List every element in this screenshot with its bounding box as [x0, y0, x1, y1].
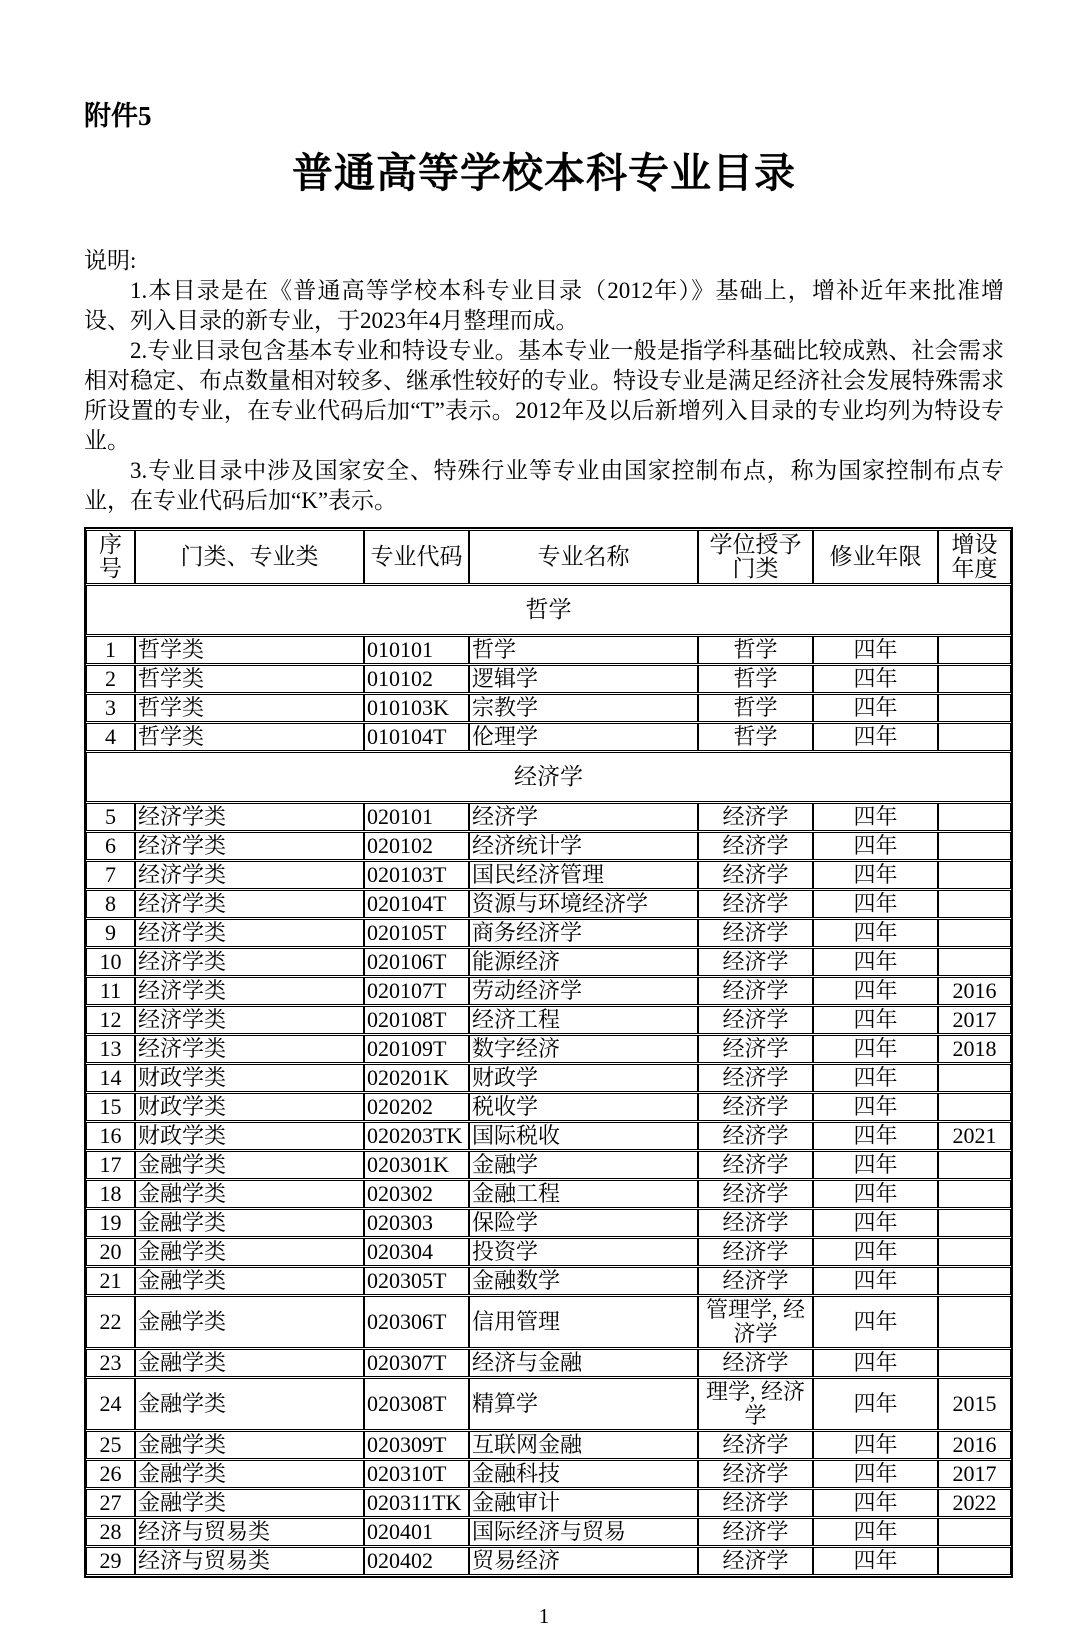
table-row	[86, 1431, 1011, 1459]
years-cell: 四年	[813, 832, 938, 860]
row-number-cell: 9	[86, 919, 135, 947]
degree-cell: 经济学	[698, 1238, 813, 1266]
row-number-cell: 5	[86, 803, 135, 831]
name-cell: 财政学	[469, 1064, 698, 1092]
added-year-cell	[938, 723, 1011, 751]
category-cell: 金融学类	[135, 1209, 364, 1237]
degree-cell: 经济学	[698, 1460, 813, 1488]
name-cell: 保险学	[469, 1209, 698, 1237]
degree-cell: 经济学	[698, 1006, 813, 1034]
added-year-cell	[938, 803, 1011, 831]
added-year-cell	[938, 832, 1011, 860]
section-row	[86, 752, 1011, 802]
name-cell: 宗教学	[469, 694, 698, 722]
name-cell: 逻辑学	[469, 665, 698, 693]
added-year-cell	[938, 861, 1011, 889]
row-number-cell: 25	[86, 1431, 135, 1459]
degree-cell: 经济学	[698, 1035, 813, 1063]
code-cell: 020302	[364, 1180, 469, 1208]
notes-section	[84, 246, 1004, 516]
degree-cell: 经济学	[698, 977, 813, 1005]
table-row	[86, 832, 1011, 860]
added-year-cell	[938, 1349, 1011, 1377]
code-cell: 020102	[364, 832, 469, 860]
category-cell: 金融学类	[135, 1151, 364, 1179]
category-cell: 经济与贸易类	[135, 1547, 364, 1575]
category-cell: 财政学类	[135, 1122, 364, 1150]
name-cell: 商务经济学	[469, 919, 698, 947]
degree-cell: 经济学	[698, 1518, 813, 1546]
row-number-cell: 2	[86, 665, 135, 693]
code-cell: 010101	[364, 636, 469, 664]
category-cell: 金融学类	[135, 1378, 364, 1430]
degree-cell: 经济学	[698, 948, 813, 976]
degree-cell: 经济学	[698, 832, 813, 860]
row-number-cell: 11	[86, 977, 135, 1005]
table-header-cell: 门类、专业类	[135, 530, 364, 584]
added-year-cell	[938, 1151, 1011, 1179]
name-cell: 经济工程	[469, 1006, 698, 1034]
name-cell: 能源经济	[469, 948, 698, 976]
code-cell: 020311TK	[364, 1489, 469, 1517]
row-number-cell: 3	[86, 694, 135, 722]
code-cell: 010102	[364, 665, 469, 693]
row-number-cell: 17	[86, 1151, 135, 1179]
table-row	[86, 1209, 1011, 1237]
code-cell: 020109T	[364, 1035, 469, 1063]
code-cell: 020203TK	[364, 1122, 469, 1150]
category-cell: 金融学类	[135, 1238, 364, 1266]
code-cell: 020401	[364, 1518, 469, 1546]
years-cell: 四年	[813, 723, 938, 751]
code-cell: 020103T	[364, 861, 469, 889]
years-cell: 四年	[813, 1209, 938, 1237]
category-cell: 财政学类	[135, 1093, 364, 1121]
code-cell: 020304	[364, 1238, 469, 1266]
name-cell: 经济学	[469, 803, 698, 831]
code-cell: 010104T	[364, 723, 469, 751]
row-number-cell: 12	[86, 1006, 135, 1034]
name-cell: 国民经济管理	[469, 861, 698, 889]
name-cell: 经济统计学	[469, 832, 698, 860]
added-year-cell	[938, 636, 1011, 664]
years-cell: 四年	[813, 1547, 938, 1575]
page-title: 普通高等学校本科专业目录	[292, 150, 796, 197]
years-cell: 四年	[813, 1122, 938, 1150]
code-cell: 020106T	[364, 948, 469, 976]
category-cell: 金融学类	[135, 1349, 364, 1377]
degree-cell: 哲学	[698, 665, 813, 693]
code-cell: 020307T	[364, 1349, 469, 1377]
code-cell: 020201K	[364, 1064, 469, 1092]
name-cell: 劳动经济学	[469, 977, 698, 1005]
table-row	[86, 1093, 1011, 1121]
years-cell: 四年	[813, 1431, 938, 1459]
catalog-table	[84, 527, 1013, 1578]
name-cell: 数字经济	[469, 1035, 698, 1063]
degree-cell: 经济学	[698, 1093, 813, 1121]
category-cell: 经济学类	[135, 890, 364, 918]
section-label: 经济学	[86, 752, 1011, 802]
degree-cell: 哲学	[698, 723, 813, 751]
added-year-cell: 2021	[938, 1122, 1011, 1150]
years-cell: 四年	[813, 1349, 938, 1377]
catalog-table-head	[86, 530, 1011, 584]
row-number-cell: 6	[86, 832, 135, 860]
added-year-cell	[938, 1547, 1011, 1575]
note-paragraph-3: 3.专业目录中涉及国家安全、特殊行业等专业由国家控制布点，称为国家控制布点专业，在专业代码后加“K”表示。	[84, 457, 1004, 513]
degree-cell: 经济学	[698, 1151, 813, 1179]
category-cell: 哲学类	[135, 636, 364, 664]
added-year-cell: 2016	[938, 1431, 1011, 1459]
added-year-cell	[938, 1093, 1011, 1121]
years-cell: 四年	[813, 948, 938, 976]
table-header-cell: 修业年限	[813, 530, 938, 584]
catalog-table-body	[86, 585, 1011, 1575]
attachment-label: 附件5	[84, 101, 152, 131]
table-row	[86, 1122, 1011, 1150]
table-row	[86, 1378, 1011, 1430]
years-cell: 四年	[813, 890, 938, 918]
table-row	[86, 1064, 1011, 1092]
name-cell: 资源与环境经济学	[469, 890, 698, 918]
table-header-cell: 序号	[86, 530, 135, 584]
table-row	[86, 1267, 1011, 1295]
section-row	[86, 585, 1011, 635]
table-row	[86, 636, 1011, 664]
code-cell: 020108T	[364, 1006, 469, 1034]
row-number-cell: 16	[86, 1122, 135, 1150]
added-year-cell	[938, 665, 1011, 693]
table-row	[86, 723, 1011, 751]
code-cell: 020105T	[364, 919, 469, 947]
name-cell: 投资学	[469, 1238, 698, 1266]
table-row	[86, 1151, 1011, 1179]
table-row	[86, 1006, 1011, 1034]
category-cell: 金融学类	[135, 1296, 364, 1348]
table-row	[86, 1349, 1011, 1377]
added-year-cell	[938, 919, 1011, 947]
added-year-cell	[938, 1064, 1011, 1092]
table-row	[86, 1547, 1011, 1575]
added-year-cell: 2017	[938, 1006, 1011, 1034]
added-year-cell	[938, 890, 1011, 918]
name-cell: 互联网金融	[469, 1431, 698, 1459]
code-cell: 020107T	[364, 977, 469, 1005]
code-cell: 020306T	[364, 1296, 469, 1348]
name-cell: 金融科技	[469, 1460, 698, 1488]
code-cell: 020308T	[364, 1378, 469, 1430]
table-header-cell: 增设年度	[938, 530, 1011, 584]
table-row	[86, 1296, 1011, 1348]
degree-cell: 经济学	[698, 1064, 813, 1092]
added-year-cell	[938, 1267, 1011, 1295]
category-cell: 金融学类	[135, 1267, 364, 1295]
row-number-cell: 10	[86, 948, 135, 976]
row-number-cell: 20	[86, 1238, 135, 1266]
years-cell: 四年	[813, 1006, 938, 1034]
code-cell: 020101	[364, 803, 469, 831]
years-cell: 四年	[813, 1093, 938, 1121]
degree-cell: 经济学	[698, 803, 813, 831]
category-cell: 金融学类	[135, 1489, 364, 1517]
row-number-cell: 14	[86, 1064, 135, 1092]
table-row	[86, 1518, 1011, 1546]
code-cell: 010103K	[364, 694, 469, 722]
years-cell: 四年	[813, 1378, 938, 1430]
code-cell: 020310T	[364, 1460, 469, 1488]
degree-cell: 经济学	[698, 1431, 813, 1459]
category-cell: 金融学类	[135, 1431, 364, 1459]
name-cell: 国际税收	[469, 1122, 698, 1150]
row-number-cell: 15	[86, 1093, 135, 1121]
degree-cell: 经济学	[698, 1209, 813, 1237]
code-cell: 020301K	[364, 1151, 469, 1179]
category-cell: 经济学类	[135, 1035, 364, 1063]
added-year-cell	[938, 1209, 1011, 1237]
table-row	[86, 1460, 1011, 1488]
code-cell: 020104T	[364, 890, 469, 918]
years-cell: 四年	[813, 1460, 938, 1488]
row-number-cell: 18	[86, 1180, 135, 1208]
note-paragraph-1: 1.本目录是在《普通高等学校本科专业目录（2012年）》基础上，增补近年来批准增设、列入目录的新专业，于2023年4月整理而成。	[84, 277, 1004, 333]
table-header-cell: 专业代码	[364, 530, 469, 584]
table-row	[86, 977, 1011, 1005]
years-cell: 四年	[813, 977, 938, 1005]
table-row	[86, 1238, 1011, 1266]
degree-cell: 经济学	[698, 1122, 813, 1150]
added-year-cell: 2017	[938, 1460, 1011, 1488]
category-cell: 哲学类	[135, 665, 364, 693]
added-year-cell	[938, 1238, 1011, 1266]
added-year-cell	[938, 1518, 1011, 1546]
degree-cell: 经济学	[698, 861, 813, 889]
category-cell: 经济与贸易类	[135, 1518, 364, 1546]
years-cell: 四年	[813, 1296, 938, 1348]
years-cell: 四年	[813, 694, 938, 722]
name-cell: 金融数学	[469, 1267, 698, 1295]
category-cell: 经济学类	[135, 861, 364, 889]
years-cell: 四年	[813, 803, 938, 831]
row-number-cell: 1	[86, 636, 135, 664]
row-number-cell: 7	[86, 861, 135, 889]
row-number-cell: 22	[86, 1296, 135, 1348]
row-number-cell: 26	[86, 1460, 135, 1488]
row-number-cell: 23	[86, 1349, 135, 1377]
table-header-cell: 专业名称	[469, 530, 698, 584]
added-year-cell	[938, 694, 1011, 722]
name-cell: 贸易经济	[469, 1547, 698, 1575]
degree-cell: 哲学	[698, 636, 813, 664]
notes-heading: 说明:	[84, 247, 137, 273]
row-number-cell: 8	[86, 890, 135, 918]
category-cell: 经济学类	[135, 832, 364, 860]
degree-cell: 经济学	[698, 1349, 813, 1377]
name-cell: 金融审计	[469, 1489, 698, 1517]
row-number-cell: 21	[86, 1267, 135, 1295]
category-cell: 哲学类	[135, 694, 364, 722]
category-cell: 经济学类	[135, 919, 364, 947]
name-cell: 税收学	[469, 1093, 698, 1121]
name-cell: 信用管理	[469, 1296, 698, 1348]
years-cell: 四年	[813, 1267, 938, 1295]
years-cell: 四年	[813, 1064, 938, 1092]
years-cell: 四年	[813, 1180, 938, 1208]
code-cell: 020402	[364, 1547, 469, 1575]
row-number-cell: 29	[86, 1547, 135, 1575]
table-header-cell: 学位授予门类	[698, 530, 813, 584]
degree-cell: 理学, 经济学	[698, 1378, 813, 1430]
category-cell: 哲学类	[135, 723, 364, 751]
table-header-row	[86, 530, 1011, 584]
table-row	[86, 803, 1011, 831]
name-cell: 国际经济与贸易	[469, 1518, 698, 1546]
years-cell: 四年	[813, 1035, 938, 1063]
table-row	[86, 1180, 1011, 1208]
category-cell: 经济学类	[135, 948, 364, 976]
code-cell: 020305T	[364, 1267, 469, 1295]
added-year-cell: 2015	[938, 1378, 1011, 1430]
name-cell: 经济与金融	[469, 1349, 698, 1377]
code-cell: 020309T	[364, 1431, 469, 1459]
degree-cell: 经济学	[698, 1489, 813, 1517]
category-cell: 金融学类	[135, 1460, 364, 1488]
table-row	[86, 694, 1011, 722]
name-cell: 金融学	[469, 1151, 698, 1179]
category-cell: 金融学类	[135, 1180, 364, 1208]
row-number-cell: 24	[86, 1378, 135, 1430]
row-number-cell: 19	[86, 1209, 135, 1237]
years-cell: 四年	[813, 1238, 938, 1266]
years-cell: 四年	[813, 665, 938, 693]
added-year-cell: 2018	[938, 1035, 1011, 1063]
name-cell: 精算学	[469, 1378, 698, 1430]
years-cell: 四年	[813, 919, 938, 947]
degree-cell: 经济学	[698, 1547, 813, 1575]
degree-cell: 经济学	[698, 919, 813, 947]
years-cell: 四年	[813, 1151, 938, 1179]
table-row	[86, 861, 1011, 889]
years-cell: 四年	[813, 861, 938, 889]
added-year-cell	[938, 1296, 1011, 1348]
added-year-cell: 2022	[938, 1489, 1011, 1517]
category-cell: 经济学类	[135, 803, 364, 831]
table-row	[86, 665, 1011, 693]
added-year-cell: 2016	[938, 977, 1011, 1005]
degree-cell: 经济学	[698, 1180, 813, 1208]
code-cell: 020202	[364, 1093, 469, 1121]
row-number-cell: 13	[86, 1035, 135, 1063]
years-cell: 四年	[813, 1518, 938, 1546]
page-number: 1	[538, 1603, 550, 1628]
category-cell: 财政学类	[135, 1064, 364, 1092]
row-number-cell: 4	[86, 723, 135, 751]
category-cell: 经济学类	[135, 977, 364, 1005]
category-cell: 经济学类	[135, 1006, 364, 1034]
table-row	[86, 919, 1011, 947]
code-cell: 020303	[364, 1209, 469, 1237]
degree-cell: 经济学	[698, 890, 813, 918]
table-row	[86, 1489, 1011, 1517]
row-number-cell: 27	[86, 1489, 135, 1517]
name-cell: 哲学	[469, 636, 698, 664]
added-year-cell	[938, 948, 1011, 976]
years-cell: 四年	[813, 636, 938, 664]
note-paragraph-2: 2.专业目录包含基本专业和特设专业。基本专业一般是指学科基础比较成熟、社会需求相对稳定、布点数量相对较多、继承性较好的专业。特设专业是满足经济社会发展特殊需求所设置的专业，在专业代码后加“T”表示。2012年及以后新增列入目录的专业均列为特设专业。	[84, 337, 1004, 453]
degree-cell: 管理学, 经济学	[698, 1296, 813, 1348]
degree-cell: 经济学	[698, 1267, 813, 1295]
added-year-cell	[938, 1180, 1011, 1208]
name-cell: 伦理学	[469, 723, 698, 751]
name-cell: 金融工程	[469, 1180, 698, 1208]
degree-cell: 哲学	[698, 694, 813, 722]
years-cell: 四年	[813, 1489, 938, 1517]
section-label: 哲学	[86, 585, 1011, 635]
table-row	[86, 890, 1011, 918]
row-number-cell: 28	[86, 1518, 135, 1546]
table-row	[86, 1035, 1011, 1063]
table-row	[86, 948, 1011, 976]
